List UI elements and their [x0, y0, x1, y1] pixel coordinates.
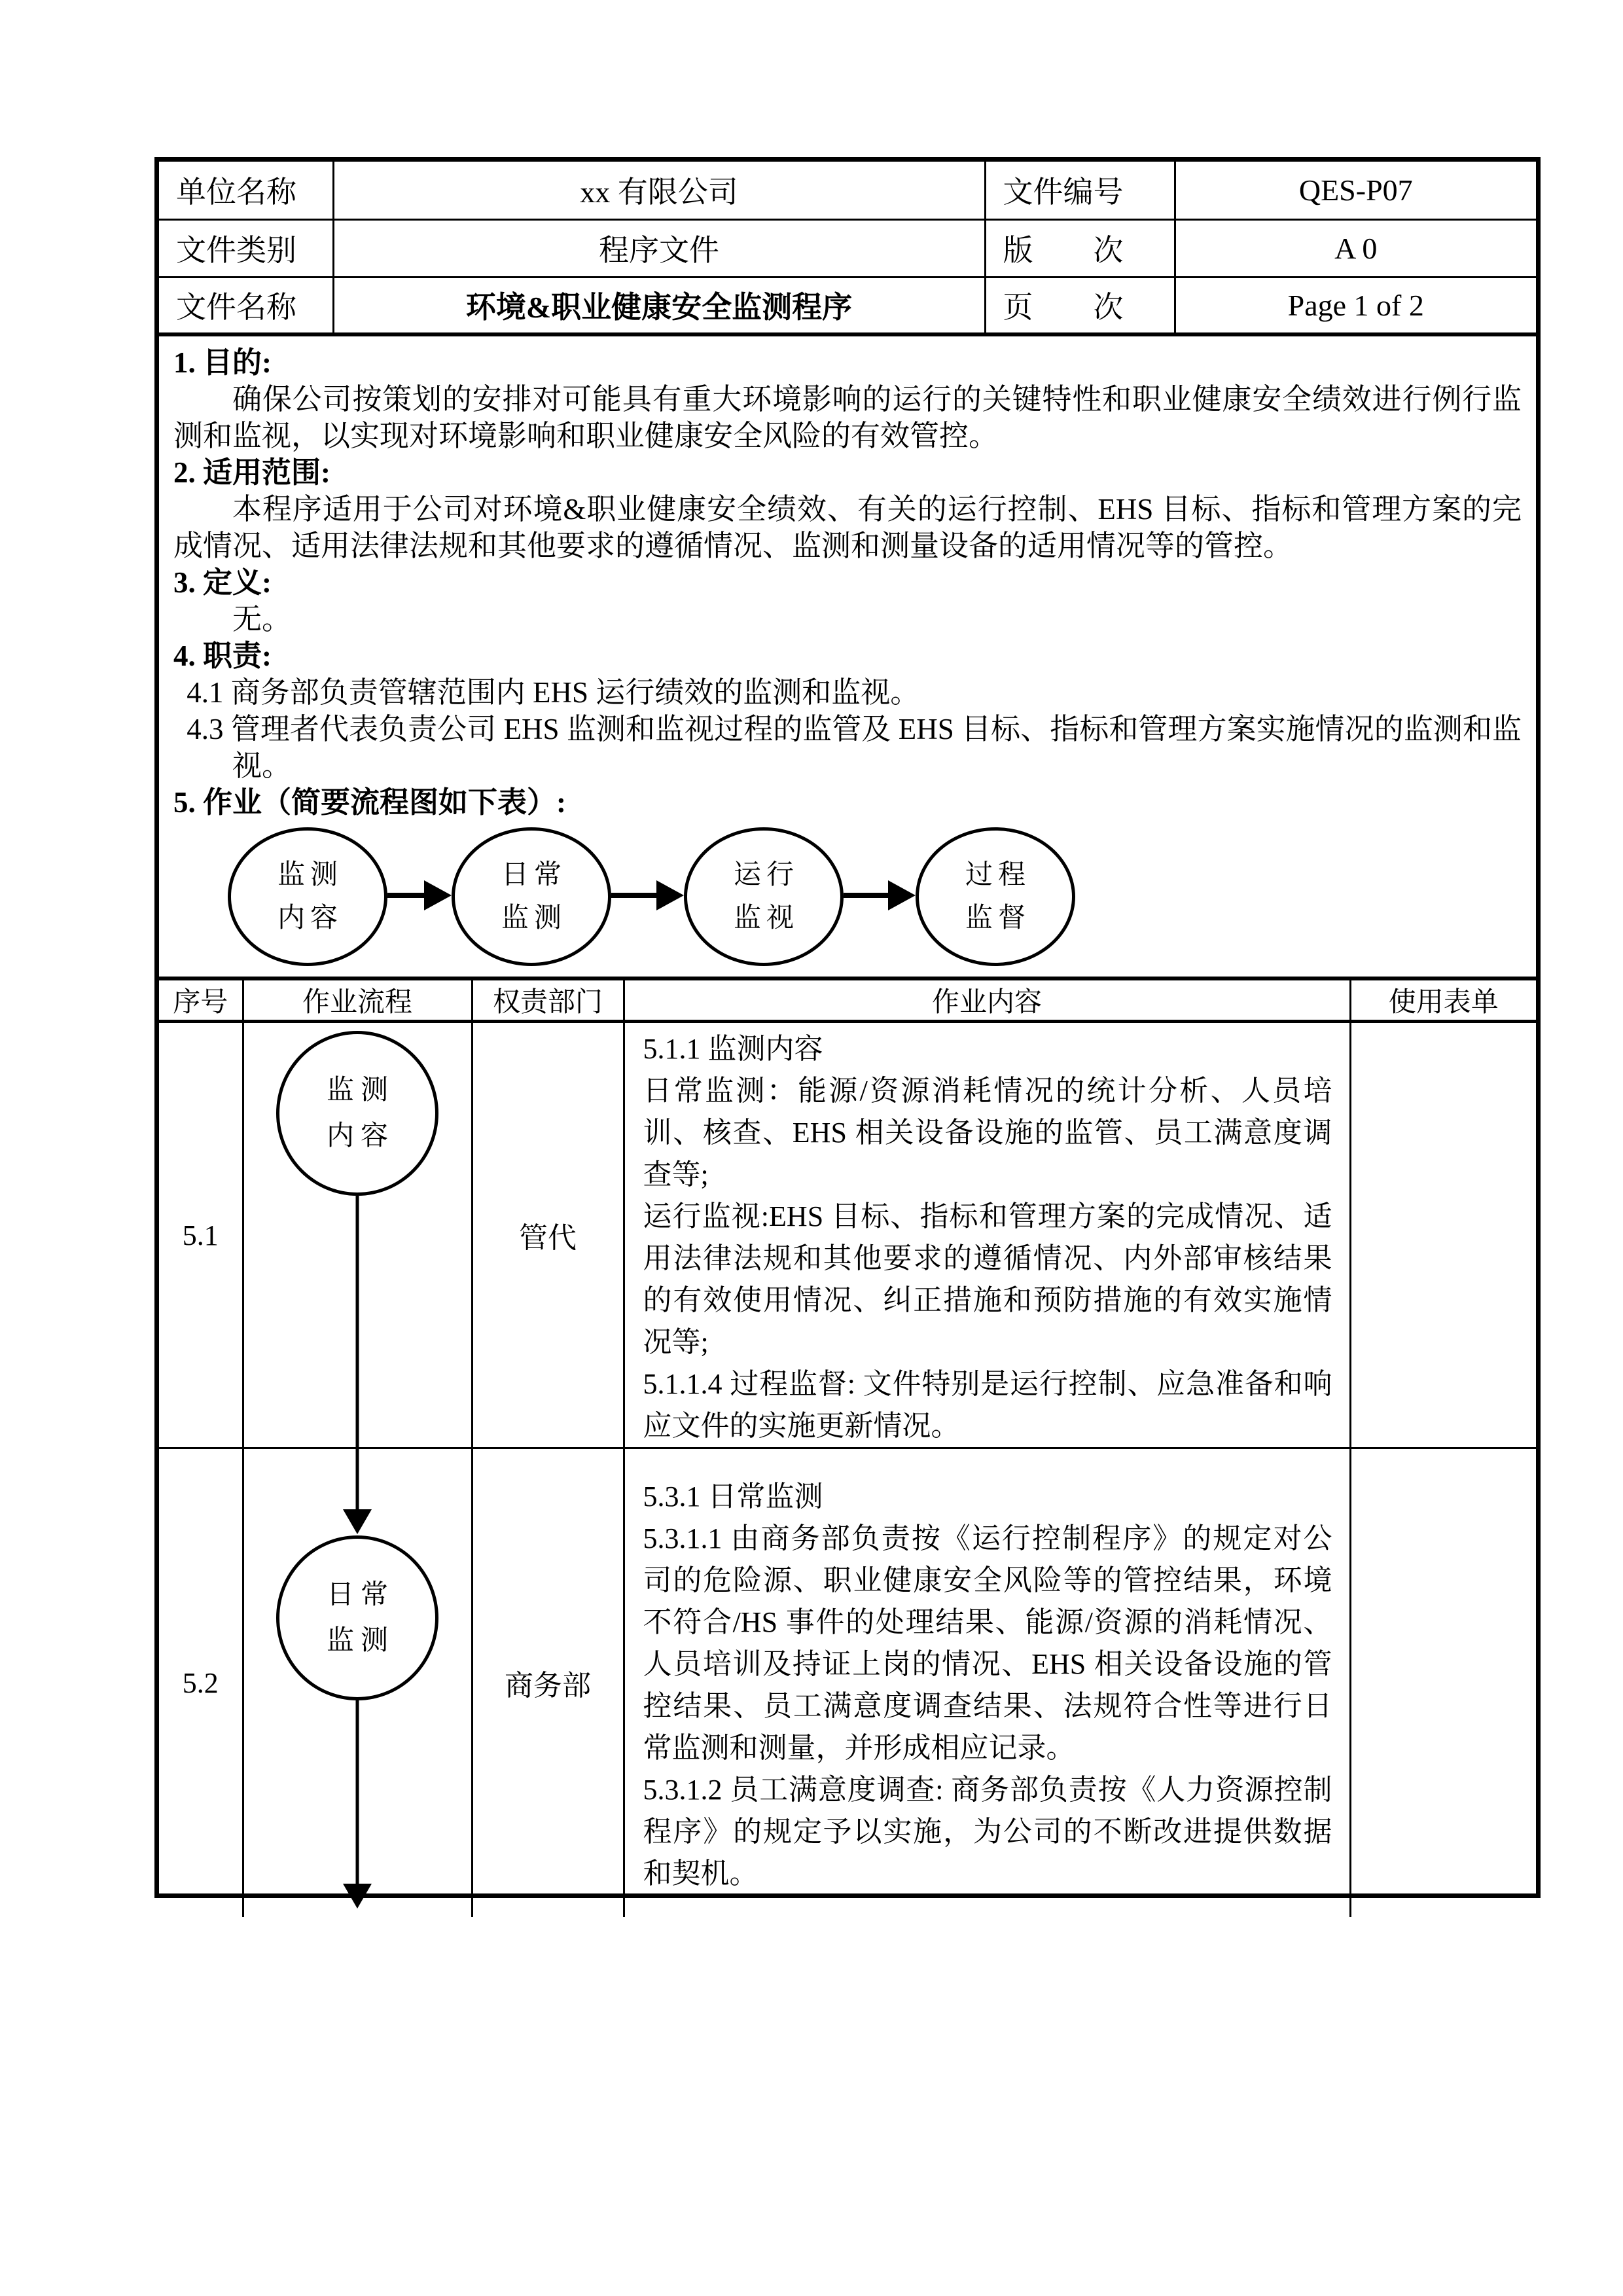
section-4-item-1: 4.1 商务部负责管辖范围内 EHS 运行绩效的监测和监视。	[187, 676, 920, 709]
col-header-flow: 作业流程	[243, 978, 472, 1022]
content-paragraph: 5.1.1 监测内容	[643, 1033, 823, 1065]
unit-name-label: 单位名称	[159, 162, 333, 219]
content-paragraph: 日常监测：能源/资源消耗情况的统计分析、人员培训、核查、EHS 相关设备设施的监管、员工满意度调查等;	[643, 1075, 1332, 1191]
content-paragraph: 5.3.1 日常监测	[643, 1480, 823, 1513]
row-form	[1350, 1022, 1536, 1448]
row-flow-cell	[243, 1022, 472, 1448]
flow-node-label: 监测	[501, 903, 567, 933]
row-content	[624, 1448, 1350, 1917]
doc-info-row	[159, 277, 1536, 334]
flow-node-monitor-content	[228, 827, 387, 966]
section-2-heading: 2. 适用范围:	[173, 456, 330, 489]
content-paragraph: 5.3.1.1 由商务部负责按《运行控制程序》的规定对公司的危险源、职业健康安全风险等的管控结果，环境不符合/HS 事件的处理结果、能源/资源的消耗情况、人员培训及持证上岗的情况、EHS 相关设备设施的管控结果、员工满意度调查结果、法规符合性等进行日常监测和测量，并形成相应记录。	[643, 1522, 1332, 1765]
flow-arrow-head-icon	[424, 880, 452, 910]
page-label: 页 次	[985, 277, 1175, 334]
flow-arrow	[387, 893, 425, 898]
section-4-item-2: 4.3 管理者代表负责公司 EHS 监测和监视过程的监管及 EHS 目标、指标和管理方案实施情况的监测和监视。	[187, 713, 1522, 782]
revision-value: A 0	[1175, 219, 1536, 277]
section-3-body: 无。	[232, 603, 292, 636]
flow-node-label: 运行	[733, 860, 799, 890]
flow-arrow-head-icon	[656, 880, 684, 910]
section-2-body: 本程序适用于公司对环境&职业健康安全绩效、有关的运行控制、EHS 目标、指标和管理方案的完成情况、适用法律法规和其他要求的遵循情况、监测和测量设备的适用情况等的管控。	[173, 493, 1522, 562]
flow-node-label: 内容	[277, 903, 343, 933]
col-header-seq: 序号	[159, 978, 243, 1022]
flow-node-label: 内容	[326, 1121, 395, 1151]
doc-category-value: 程序文件	[333, 219, 985, 277]
flow-node-monitor-content	[276, 1031, 438, 1196]
section-4-heading: 4. 职责:	[173, 639, 272, 672]
flow-diagram	[159, 821, 1536, 977]
revision-label: 版 次	[985, 219, 1175, 277]
content-paragraph: 5.1.1.4 过程监督: 文件特别是运行控制、应急准备和响应文件的实施更新情况。	[643, 1368, 1332, 1442]
doc-info-row	[159, 219, 1536, 277]
row-content	[624, 1022, 1350, 1448]
flow-node-label: 日常	[326, 1580, 395, 1610]
sections-block	[159, 336, 1536, 821]
document-frame	[154, 157, 1541, 1898]
row-seq: 5.1	[159, 1022, 243, 1448]
section-1-heading: 1. 目的:	[173, 346, 272, 379]
doc-number-value: QES-P07	[1175, 162, 1536, 219]
doc-category-label: 文件类别	[159, 219, 333, 277]
flow-arrow-head-icon	[343, 1884, 372, 1909]
flow-arrow-head-icon	[343, 1509, 372, 1534]
flow-arrow	[611, 893, 658, 898]
content-paragraph: 5.3.1.2 员工满意度调查: 商务部负责按《人力资源控制程序》的规定予以实施，为公司的不断改进提供数据和契机。	[643, 1774, 1332, 1890]
procedure-table-header-row	[159, 978, 1536, 1022]
flow-connector-line	[356, 1700, 359, 1885]
flow-node-operation-surveillance	[684, 827, 844, 966]
unit-name-value: xx 有限公司	[333, 162, 985, 219]
flow-node-daily-monitoring	[276, 1535, 438, 1700]
doc-info-row	[159, 162, 1536, 219]
procedure-table	[159, 977, 1536, 1917]
doc-title-value: 环境&职业健康安全监测程序	[333, 277, 985, 334]
row-dept: 商务部	[472, 1448, 624, 1917]
doc-title-label: 文件名称	[159, 277, 333, 334]
flow-node-label: 日常	[501, 860, 567, 890]
section-3-heading: 3. 定义:	[173, 566, 272, 599]
content-paragraph: 运行监视:EHS 目标、指标和管理方案的完成情况、适用法律法规和其他要求的遵循情况、内外部审核结果的有效使用情况、纠正措施和预防措施的有效实施情况等;	[643, 1200, 1332, 1358]
doc-info-table	[159, 162, 1536, 336]
flow-arrow	[844, 893, 889, 898]
section-1-body: 确保公司按策划的安排对可能具有重大环境影响的运行的关键特性和职业健康安全绩效进行例行监测和监视，以实现对环境影响和职业健康安全风险的有效管控。	[173, 383, 1522, 452]
flow-node-label: 监测	[326, 1626, 395, 1656]
row-form	[1350, 1448, 1536, 1917]
table-row	[159, 1448, 1536, 1917]
row-seq: 5.2	[159, 1448, 243, 1917]
flow-node-label: 监督	[965, 903, 1031, 933]
flow-connector-line	[356, 1196, 359, 1447]
col-header-content: 作业内容	[624, 978, 1350, 1022]
flow-arrow-head-icon	[888, 880, 916, 910]
flow-node-label: 过程	[965, 860, 1031, 890]
col-header-form: 使用表单	[1350, 978, 1536, 1022]
section-5-heading: 5. 作业（简要流程图如下表）:	[173, 786, 566, 819]
page-value: Page 1 of 2	[1175, 277, 1536, 334]
col-header-dept: 权责部门	[472, 978, 624, 1022]
flow-node-label: 监视	[733, 903, 799, 933]
table-row	[159, 1022, 1536, 1448]
row-dept: 管代	[472, 1022, 624, 1448]
doc-number-label: 文件编号	[985, 162, 1175, 219]
row-flow-cell	[243, 1448, 472, 1917]
flow-connector-line	[356, 1449, 359, 1509]
flow-node-daily-monitoring	[452, 827, 611, 966]
flow-node-process-supervision	[916, 827, 1075, 966]
flow-node-label: 监测	[326, 1075, 395, 1105]
flow-node-label: 监测	[277, 860, 343, 890]
